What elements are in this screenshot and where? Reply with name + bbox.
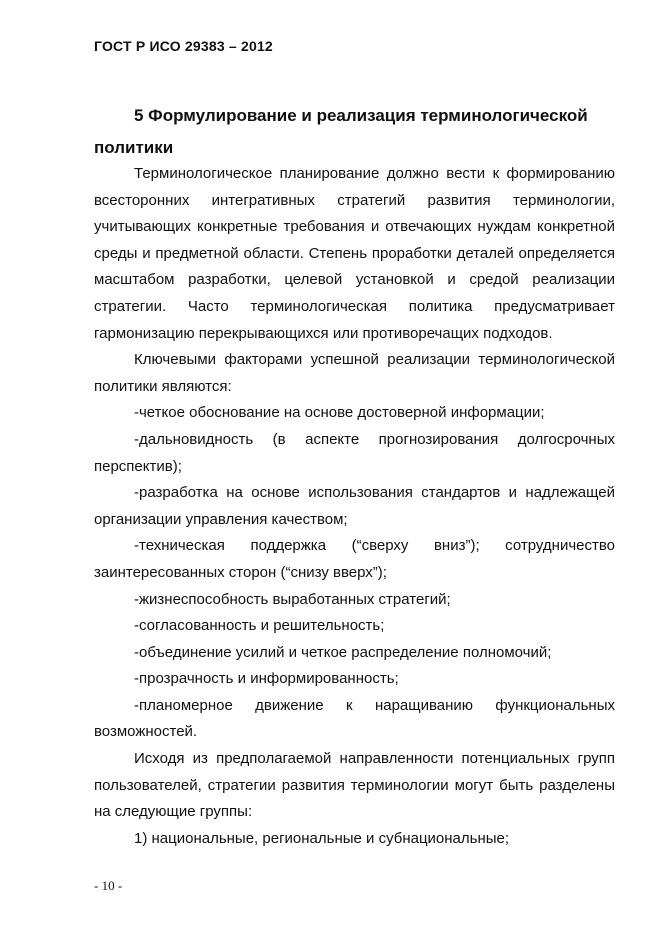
section-title: 5 Формулирование и реализация терминологической политики [94,106,588,157]
list-item-capabilities: -планомерное движение к наращиванию функциональных возможностей. [94,696,615,741]
document-body [94,161,615,852]
list-item-standards: -разработка на основе использования стандартов и надлежащей организации управления качеством; [94,484,615,528]
list-item-transparency: -прозрачность и информированность; [134,670,399,688]
list-item-cooperation: -объединение усилий и четкое распределение полномочий; [134,643,552,661]
list-item-foresight: -дальновидность (в аспекте прогнозирования долгосрочных перспектив); [94,430,615,475]
list-item-support: -техническая поддержка (“сверху вниз”); сотрудничество заинтересованных сторон (“снизу вверх”); [94,537,615,581]
list-item-viability: -жизнеспособность выработанных стратегий; [134,590,451,608]
list-item-justification: -четкое обоснование на основе достоверной информации; [134,404,545,422]
paragraph-strategy-groups: Исходя из предполагаемой направленности потенциальных групп пользователей, стратегии развития терминологии могут быть разделены на следующие группы: [94,750,615,821]
list-item-consistency: -согласованность и решительность; [134,617,385,635]
paragraph-key-factors: Ключевыми факторами успешной реализации терминологической политики являются: [94,351,615,395]
list-item-national: 1) национальные, региональные и субнациональные; [134,829,510,847]
document-header: ГОСТ Р ИСО 29383 – 2012 [94,38,273,54]
page-number: - 10 - [94,878,123,893]
paragraph-intro: Терминологическое планирование должно вести к формированию всесторонних интегративных стратегий развития терминологии, учитывающих конкретные требования и отвечающих нуждам конкретной среды и предметной области. Степень проработки деталей определяется масштабом разработки, целевой установкой и средой реализации стратегии. Часто терминологическая политика предусматривает гармонизацию перекрывающихся или противоречащих подходов. [94,165,615,342]
